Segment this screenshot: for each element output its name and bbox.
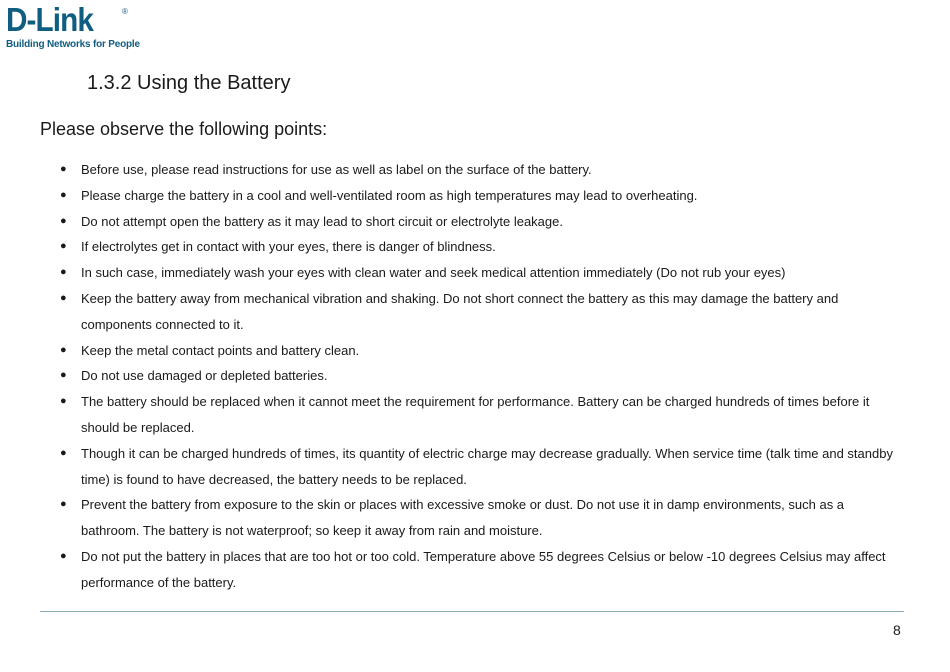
registered-mark: ® xyxy=(122,7,128,16)
list-item-text: In such case, immediately wash your eyes with clean water and seek medical attention immediately (Do not rub your eyes) xyxy=(81,265,786,281)
bullet-icon: ● xyxy=(60,240,67,253)
dlink-logo xyxy=(6,1,140,50)
battery-guidelines-list xyxy=(60,157,903,596)
list-item xyxy=(60,544,903,596)
logo-tagline: Building Networks for People xyxy=(6,39,140,50)
bullet-icon: ● xyxy=(60,549,67,562)
list-item-text: Do not use damaged or depleted batteries. xyxy=(81,368,328,384)
intro-text: Please observe the following points: xyxy=(40,119,328,139)
bullet-icon: ● xyxy=(60,446,67,459)
bullet-icon: ● xyxy=(60,498,67,511)
bullet-icon: ● xyxy=(60,214,67,227)
logo-wordmark: D-Link xyxy=(6,1,94,38)
list-item xyxy=(60,338,903,364)
bullet-icon: ● xyxy=(60,369,67,382)
list-item xyxy=(60,183,903,209)
bullet-icon: ● xyxy=(60,343,67,356)
list-item xyxy=(60,389,903,441)
list-item-text: Do not put the battery in places that are too hot or too cold. Temperature above 55 degrees Celsius or below -10 degrees Celsius may affect performance of the battery. xyxy=(81,548,886,590)
list-item xyxy=(60,234,903,260)
list-item-text: Keep the metal contact points and battery clean. xyxy=(81,342,360,358)
list-item-text: The battery should be replaced when it cannot meet the requirement for performance. Battery can be charged hundreds of times before it should be replaced. xyxy=(81,394,870,435)
list-item-text: Before use, please read instructions for use as well as label on the surface of the battery. xyxy=(81,162,592,177)
list-item-text: Keep the battery away from mechanical vibration and shaking. Do not short connect the battery as this may damage the battery and components connected to it. xyxy=(81,290,839,332)
list-item xyxy=(60,157,903,183)
bullet-icon: ● xyxy=(60,188,67,201)
page-number: 8 xyxy=(893,622,901,638)
list-item xyxy=(60,260,903,286)
list-item-text: If electrolytes get in contact with your eyes, there is danger of blindness. xyxy=(81,239,496,255)
list-item-text: Prevent the battery from exposure to the skin or places with excessive smoke or dust. Do not use it in damp environments, such as a bathroom. The battery is not waterproof; so keep it away from rain and moisture. xyxy=(81,497,845,539)
list-item xyxy=(60,441,903,493)
list-item xyxy=(60,286,903,338)
list-item xyxy=(60,492,903,544)
footer-divider xyxy=(40,611,904,612)
bullet-icon: ● xyxy=(60,266,67,279)
list-item-text: Though it can be charged hundreds of times, its quantity of electric charge may decrease gradually. When service time (talk time and standby time) is found to have decreased, the battery needs to be replaced. xyxy=(81,445,893,487)
list-item-text: Please charge the battery in a cool and well-ventilated room as high temperatures may lead to overheating. xyxy=(81,187,698,203)
bullet-icon: ● xyxy=(60,395,67,408)
bullet-icon: ● xyxy=(60,163,67,175)
bullet-icon: ● xyxy=(60,291,67,304)
list-item xyxy=(60,209,903,235)
section-heading: 1.3.2 Using the Battery xyxy=(87,72,291,94)
list-item-text: Do not attempt open the battery as it may lead to short circuit or electrolyte leakage. xyxy=(81,213,563,229)
list-item xyxy=(60,363,903,389)
